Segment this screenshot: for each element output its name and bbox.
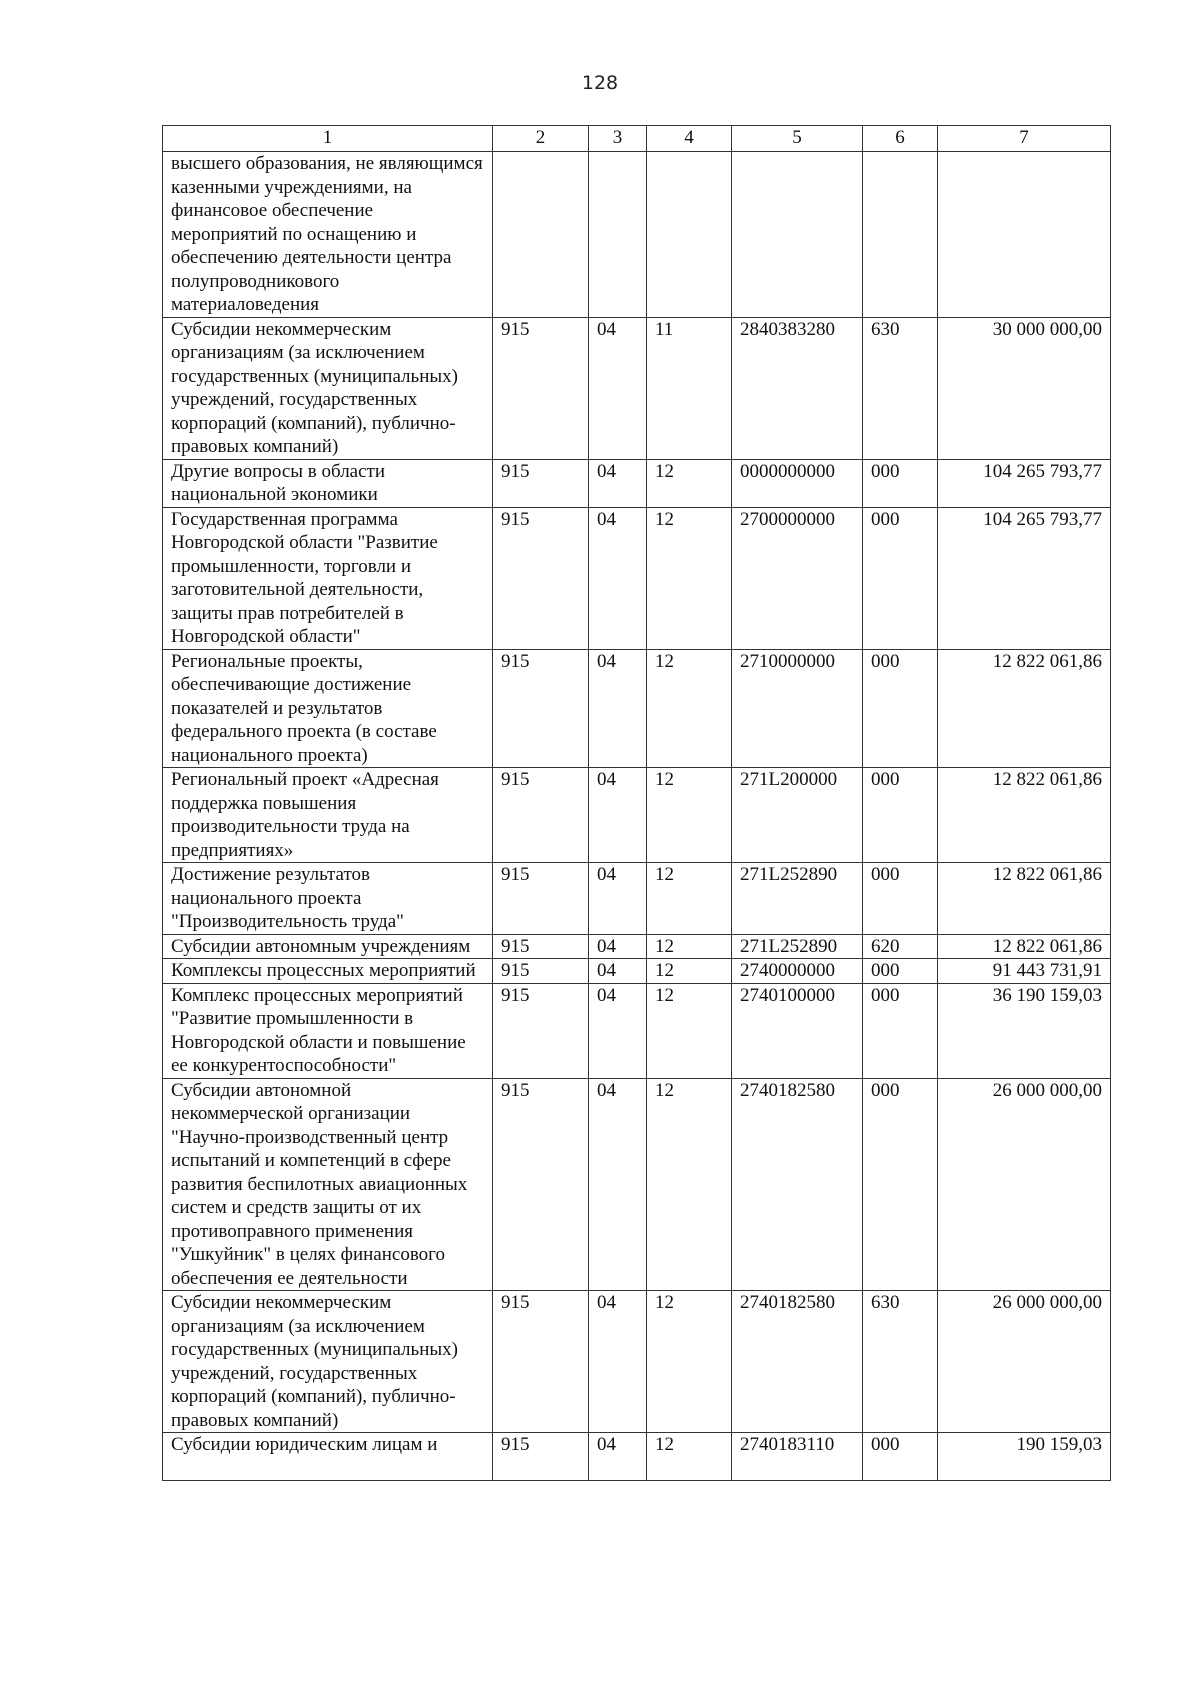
row-target-article: 2740000000 — [732, 959, 863, 984]
row-name: Комплекс процессных мероприятий "Развитие промышленности в Новгородской области и повышение ее конкурентоспособности" — [163, 983, 493, 1078]
row-target-article: 0000000000 — [732, 459, 863, 507]
row-amount: 91 443 731,91 — [938, 959, 1111, 984]
row-subsection: 12 — [647, 959, 732, 984]
row-name: Субсидии автономным учреждениям — [163, 934, 493, 959]
row-target-article: 2740182580 — [732, 1078, 863, 1291]
row-ministry-code: 915 — [493, 959, 589, 984]
row-ministry-code: 915 — [493, 649, 589, 768]
row-target-article: 271L200000 — [732, 768, 863, 863]
row-section: 04 — [589, 317, 647, 459]
row-target-article: 2740100000 — [732, 983, 863, 1078]
row-target-article: 2840383280 — [732, 317, 863, 459]
row-ministry-code: 915 — [493, 1078, 589, 1291]
row-amount: 12 822 061,86 — [938, 768, 1111, 863]
row-section: 04 — [589, 1433, 647, 1481]
header-col-6: 6 — [863, 126, 938, 152]
table-row — [163, 152, 1111, 318]
row-name: Субсидии юридическим лицам и — [163, 1433, 493, 1481]
header-col-4: 4 — [647, 126, 732, 152]
row-target-article: 2740183110 — [732, 1433, 863, 1481]
row-ministry-code — [493, 152, 589, 318]
row-target-article — [732, 152, 863, 318]
table-row — [163, 317, 1111, 459]
row-amount: 26 000 000,00 — [938, 1078, 1111, 1291]
row-name: высшего образования, не являющимся казенными учреждениями, на финансовое обеспечение мероприятий по оснащению и обеспечению деятельности центра полупроводникового материаловедения — [163, 152, 493, 318]
row-expense-type: 000 — [863, 983, 938, 1078]
row-amount: 30 000 000,00 — [938, 317, 1111, 459]
table-row — [163, 649, 1111, 768]
row-name: Государственная программа Новгородской области "Развитие промышленности, торговли и заготовительной деятельности, защиты прав потребителей в Новгородской области" — [163, 507, 493, 649]
row-amount: 12 822 061,86 — [938, 649, 1111, 768]
row-ministry-code: 915 — [493, 1291, 589, 1433]
header-col-1: 1 — [163, 126, 493, 152]
row-ministry-code: 915 — [493, 983, 589, 1078]
row-section: 04 — [589, 768, 647, 863]
row-ministry-code: 915 — [493, 459, 589, 507]
row-section: 04 — [589, 507, 647, 649]
row-subsection: 12 — [647, 1078, 732, 1291]
row-amount: 12 822 061,86 — [938, 863, 1111, 935]
row-subsection: 12 — [647, 934, 732, 959]
row-expense-type: 620 — [863, 934, 938, 959]
row-amount: 104 265 793,77 — [938, 459, 1111, 507]
row-section: 04 — [589, 959, 647, 984]
row-name: Субсидии автономной некоммерческой организации "Научно-производственный центр испытаний и компетенций в сфере развития беспилотных авиационных систем и средств защиты от их противоправного применения "Ушкуйник" в целях финансового обеспечения ее деятельности — [163, 1078, 493, 1291]
row-subsection — [647, 152, 732, 318]
table-row — [163, 983, 1111, 1078]
budget-table — [162, 125, 1111, 1481]
row-section: 04 — [589, 649, 647, 768]
row-expense-type: 000 — [863, 863, 938, 935]
table-row — [163, 863, 1111, 935]
row-subsection: 12 — [647, 649, 732, 768]
row-section: 04 — [589, 1078, 647, 1291]
row-expense-type: 630 — [863, 317, 938, 459]
row-expense-type: 000 — [863, 959, 938, 984]
row-target-article: 2710000000 — [732, 649, 863, 768]
row-subsection: 12 — [647, 1433, 732, 1481]
header-row — [163, 126, 1111, 152]
row-expense-type: 000 — [863, 768, 938, 863]
row-amount: 12 822 061,86 — [938, 934, 1111, 959]
row-ministry-code: 915 — [493, 1433, 589, 1481]
row-amount: 26 000 000,00 — [938, 1291, 1111, 1433]
table-row — [163, 1078, 1111, 1291]
row-ministry-code: 915 — [493, 317, 589, 459]
row-expense-type: 000 — [863, 507, 938, 649]
row-subsection: 12 — [647, 863, 732, 935]
row-target-article: 271L252890 — [732, 934, 863, 959]
row-expense-type: 630 — [863, 1291, 938, 1433]
row-subsection: 12 — [647, 983, 732, 1078]
row-name: Региональный проект «Адресная поддержка повышения производительности труда на предприятиях» — [163, 768, 493, 863]
row-subsection: 12 — [647, 1291, 732, 1433]
row-expense-type: 000 — [863, 1433, 938, 1481]
row-expense-type: 000 — [863, 1078, 938, 1291]
row-section: 04 — [589, 863, 647, 935]
table-row — [163, 1433, 1111, 1481]
row-name: Субсидии некоммерческим организациям (за исключением государственных (муниципальных) учреждений, государственных корпораций (компаний), публично-правовых компаний) — [163, 1291, 493, 1433]
row-amount: 36 190 159,03 — [938, 983, 1111, 1078]
table-row — [163, 934, 1111, 959]
row-target-article: 271L252890 — [732, 863, 863, 935]
row-subsection: 11 — [647, 317, 732, 459]
row-section: 04 — [589, 983, 647, 1078]
page-number: 128 — [581, 72, 619, 94]
table-row — [163, 507, 1111, 649]
header-col-2: 2 — [493, 126, 589, 152]
row-subsection: 12 — [647, 459, 732, 507]
header-col-7: 7 — [938, 126, 1111, 152]
table-row — [163, 459, 1111, 507]
row-target-article: 2700000000 — [732, 507, 863, 649]
row-name: Субсидии некоммерческим организациям (за исключением государственных (муниципальных) учреждений, государственных корпораций (компаний), публично-правовых компаний) — [163, 317, 493, 459]
row-section — [589, 152, 647, 318]
row-section: 04 — [589, 934, 647, 959]
table-row — [163, 1291, 1111, 1433]
row-expense-type: 000 — [863, 649, 938, 768]
row-section: 04 — [589, 1291, 647, 1433]
row-ministry-code: 915 — [493, 768, 589, 863]
header-col-5: 5 — [732, 126, 863, 152]
row-name: Другие вопросы в области национальной экономики — [163, 459, 493, 507]
header-col-3: 3 — [589, 126, 647, 152]
row-expense-type: 000 — [863, 459, 938, 507]
row-expense-type — [863, 152, 938, 318]
row-amount — [938, 152, 1111, 318]
row-name: Достижение результатов национального проекта "Производительность труда" — [163, 863, 493, 935]
row-amount: 190 159,03 — [938, 1433, 1111, 1481]
table-row — [163, 959, 1111, 984]
row-subsection: 12 — [647, 507, 732, 649]
row-section: 04 — [589, 459, 647, 507]
row-amount: 104 265 793,77 — [938, 507, 1111, 649]
row-ministry-code: 915 — [493, 507, 589, 649]
row-subsection: 12 — [647, 768, 732, 863]
row-ministry-code: 915 — [493, 934, 589, 959]
row-name: Комплексы процессных мероприятий — [163, 959, 493, 984]
row-ministry-code: 915 — [493, 863, 589, 935]
row-target-article: 2740182580 — [732, 1291, 863, 1433]
table-row — [163, 768, 1111, 863]
row-name: Региональные проекты, обеспечивающие достижение показателей и результатов федерального проекта (в составе национального проекта) — [163, 649, 493, 768]
